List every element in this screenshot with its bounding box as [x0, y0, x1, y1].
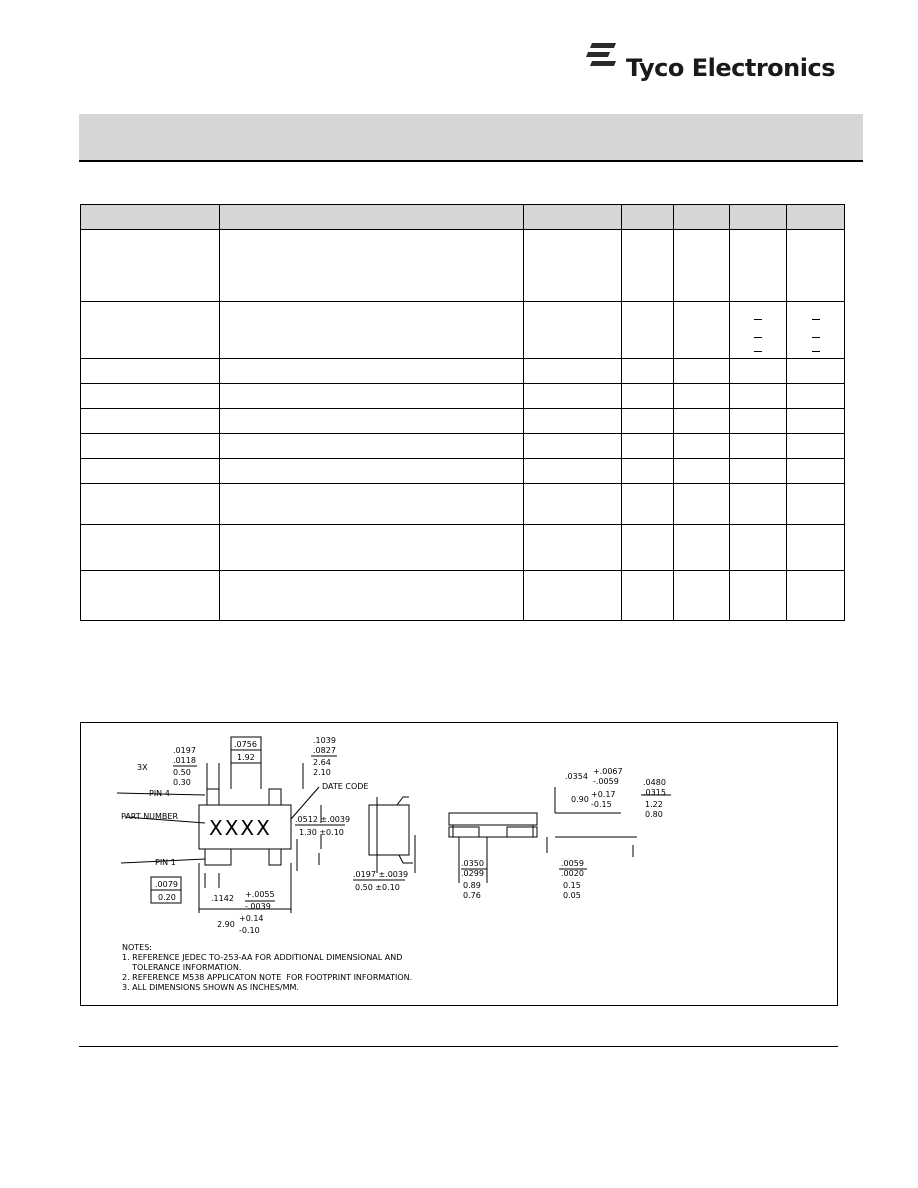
- pin1-label: PIN 1: [155, 858, 176, 867]
- footer-rule: [79, 1046, 838, 1047]
- table-cell: [622, 302, 674, 359]
- table-cell: [81, 571, 220, 621]
- lead-width-in-max: .0197: [173, 746, 196, 755]
- table-cell: [524, 359, 622, 384]
- table-header-cell: [787, 205, 845, 230]
- length-mm-tol-plus: +0.14: [239, 914, 264, 923]
- table-cell: [220, 384, 524, 409]
- total-height-mm-max: 1.22: [645, 800, 663, 809]
- table-cell: [787, 434, 845, 459]
- table-cell: [787, 409, 845, 434]
- table-cell: [220, 359, 524, 384]
- table-cell: [220, 459, 524, 484]
- note-line: 1. REFERENCE JEDEC TO-253-AA FOR ADDITIONAL DIMENSIONAL AND: [122, 953, 403, 962]
- table-cell: [81, 302, 220, 359]
- table-header-cell: [524, 205, 622, 230]
- table-cell: [622, 525, 674, 571]
- table-cell: [220, 571, 524, 621]
- table-cell: [730, 459, 787, 484]
- table-cell: [730, 434, 787, 459]
- table-row: [81, 484, 845, 525]
- table-cell: [730, 484, 787, 525]
- table-cell: [787, 525, 845, 571]
- table-cell: [674, 409, 730, 434]
- tyco-logo: [586, 40, 846, 88]
- note-line: 3. ALL DIMENSIONS SHOWN AS INCHES/MM.: [122, 983, 299, 992]
- package-drawing: [80, 722, 838, 1006]
- table-cell: [524, 384, 622, 409]
- tyco-logo-icon: [586, 40, 622, 76]
- note-line: 2. REFERENCE M538 APPLICATON NOTE FOR FOOTPRINT INFORMATION.: [122, 973, 413, 982]
- table-cell: [524, 459, 622, 484]
- table-row: [81, 525, 845, 571]
- marking-text: XXXX: [209, 816, 272, 840]
- table-cell-marks: [787, 302, 845, 359]
- table-cell: [622, 459, 674, 484]
- table-cell: [674, 302, 730, 359]
- table-cell: [674, 484, 730, 525]
- table-row: [81, 434, 845, 459]
- standoff-in-max: .0059: [561, 859, 584, 868]
- table-cell: [730, 409, 787, 434]
- table-cell-marks: [730, 302, 787, 359]
- table-cell: [622, 409, 674, 434]
- height-mm-min: 2.10: [313, 768, 331, 777]
- table-header-cell: [674, 205, 730, 230]
- thickness-in-tol-minus: -.0059: [593, 777, 619, 786]
- table-cell: [524, 434, 622, 459]
- height-in-max: .1039: [313, 736, 336, 745]
- table-cell: [220, 525, 524, 571]
- table-row: [81, 384, 845, 409]
- table-cell: [674, 384, 730, 409]
- side-mm: 0.50 ±0.10: [355, 883, 400, 892]
- table-cell: [674, 359, 730, 384]
- thickness-mm-tol-minus: -0.15: [591, 800, 612, 809]
- foot-in-min: .0299: [461, 869, 484, 878]
- table-cell: [81, 409, 220, 434]
- body-width-mm: 1.30 ±0.10: [299, 828, 344, 837]
- table-cell: [81, 484, 220, 525]
- part-number-label: PART NUMBER: [121, 812, 179, 821]
- table-cell: [524, 571, 622, 621]
- lead-width-mm-max: 0.50: [173, 768, 191, 777]
- table-cell: [220, 484, 524, 525]
- foot-mm-max: 0.89: [463, 881, 481, 890]
- table-cell: [220, 230, 524, 302]
- table-cell: [220, 409, 524, 434]
- length-in-tol-plus: +.0055: [245, 890, 275, 899]
- note-line: NOTES:: [122, 943, 152, 952]
- thickness-in-tol-plus: +.0067: [593, 767, 623, 776]
- thickness-mm: 0.90: [571, 795, 589, 804]
- table-cell: [622, 434, 674, 459]
- table-cell: [524, 525, 622, 571]
- total-height-mm-min: 0.80: [645, 810, 663, 819]
- table-cell: [787, 484, 845, 525]
- table-cell: [622, 230, 674, 302]
- table-cell: [524, 302, 622, 359]
- table-cell: [730, 359, 787, 384]
- standoff-in-min: .0020: [561, 869, 584, 878]
- note-line: TOLERANCE INFORMATION.: [122, 963, 242, 972]
- height-in-min: .0827: [313, 746, 336, 755]
- lead-spacing-in: .0079: [155, 880, 178, 889]
- table-cell: [622, 571, 674, 621]
- table-cell: [622, 484, 674, 525]
- standoff-mm-max: 0.15: [563, 881, 581, 890]
- table-cell: [81, 230, 220, 302]
- table-cell: [787, 571, 845, 621]
- table-row: [81, 409, 845, 434]
- length-in: .1142: [211, 894, 234, 903]
- table-row: [81, 302, 845, 359]
- brand-name: Tyco Electronics: [626, 54, 835, 82]
- body-width-in: .0512 ±.0039: [295, 815, 351, 824]
- standoff-mm-min: 0.05: [563, 891, 581, 900]
- lead-width-mm-min: 0.30: [173, 778, 191, 787]
- total-height-in-max: .0480: [643, 778, 666, 787]
- length-mm-tol-minus: -0.10: [239, 926, 260, 935]
- table-cell: [524, 230, 622, 302]
- table-row: [81, 359, 845, 384]
- table-cell: [730, 525, 787, 571]
- table-cell: [674, 434, 730, 459]
- table-header-cell: [730, 205, 787, 230]
- table-cell: [730, 384, 787, 409]
- table-cell: [674, 571, 730, 621]
- height-mm-max: 2.64: [313, 758, 331, 767]
- drawing-notes: [122, 943, 412, 993]
- foot-mm-min: 0.76: [463, 891, 481, 900]
- table-cell: [622, 359, 674, 384]
- table-cell: [81, 359, 220, 384]
- lead-spacing-mm: 0.20: [158, 893, 176, 902]
- table-cell: [81, 459, 220, 484]
- table-row: [81, 459, 845, 484]
- lead-width-in-min: .0118: [173, 756, 196, 765]
- lead-qty: 3X: [137, 763, 148, 772]
- table-cell: [524, 484, 622, 525]
- table-header-cell: [622, 205, 674, 230]
- side-in: .0197 ±.0039: [353, 870, 409, 879]
- table-cell: [787, 359, 845, 384]
- table-cell: [220, 434, 524, 459]
- thickness-mm-tol-plus: +0.17: [591, 790, 616, 799]
- table-cell: [81, 384, 220, 409]
- total-height-in-min: .0315: [643, 788, 666, 797]
- thickness-in: .0354: [565, 772, 588, 781]
- spec-table: [80, 204, 845, 621]
- table-row: [81, 571, 845, 621]
- pin4-label: PIN 4: [149, 789, 170, 798]
- pitch-in: .0756: [234, 740, 257, 749]
- table-header-cell: [81, 205, 220, 230]
- table-cell: [730, 230, 787, 302]
- title-band: [79, 114, 863, 162]
- table-row: [81, 230, 845, 302]
- table-cell: [524, 409, 622, 434]
- table-cell: [730, 571, 787, 621]
- table-cell: [81, 525, 220, 571]
- table-cell: [220, 302, 524, 359]
- length-in-tol-minus: -.0039: [245, 902, 271, 911]
- date-code-label: DATE CODE: [322, 782, 369, 791]
- table-header-cell: [220, 205, 524, 230]
- table-cell: [787, 384, 845, 409]
- length-mm: 2.90: [217, 920, 235, 929]
- table-cell: [81, 434, 220, 459]
- table-cell: [674, 459, 730, 484]
- table-cell: [622, 384, 674, 409]
- foot-in-max: .0350: [461, 859, 484, 868]
- pitch-mm: 1.92: [237, 753, 255, 762]
- table-cell: [674, 230, 730, 302]
- table-cell: [787, 230, 845, 302]
- table-header-row: [81, 205, 845, 230]
- table-cell: [674, 525, 730, 571]
- table-cell: [787, 459, 845, 484]
